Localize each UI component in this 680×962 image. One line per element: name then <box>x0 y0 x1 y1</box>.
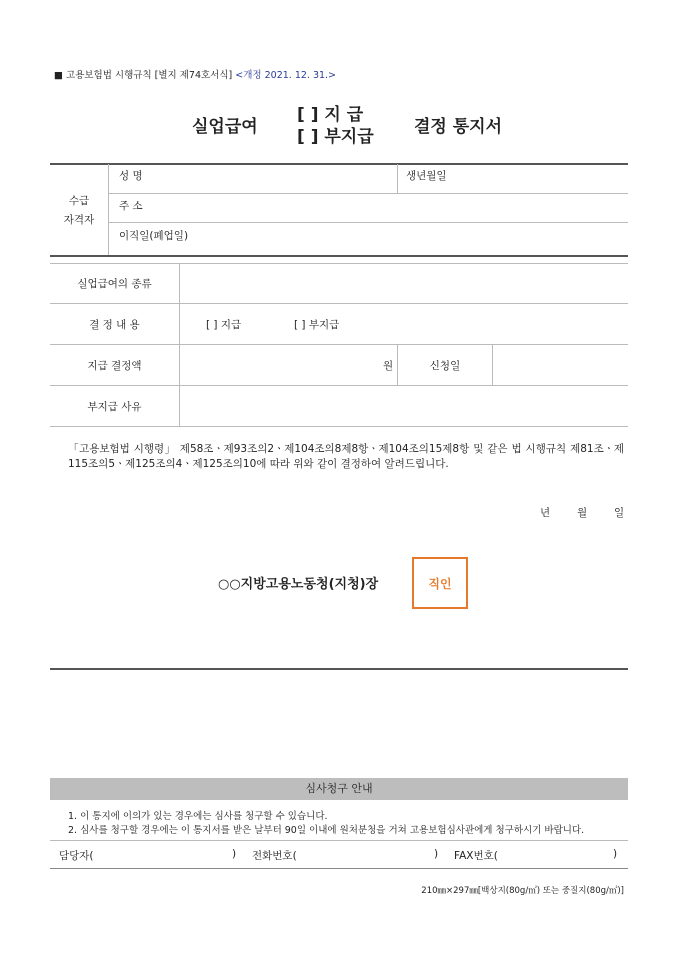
birth-field-label: 생년월일 <box>406 170 447 182</box>
amount-label: 지급 결정액 <box>87 360 142 372</box>
benefit-type-label: 실업급여의 종류 <box>77 278 152 290</box>
notice-title: 심사청구 안내 <box>50 778 628 800</box>
paper-spec: 210㎜×297㎜[백상지(80g/㎡) 또는 중질지(80g/㎡)] <box>421 886 624 896</box>
row-divider <box>50 868 628 869</box>
seal-text: 직인 <box>428 576 452 591</box>
row-divider <box>50 426 628 427</box>
rule-top <box>50 163 628 165</box>
phone-label: 전화번호( <box>252 850 297 862</box>
row-divider <box>50 840 628 841</box>
fax-close: ) <box>613 848 618 860</box>
row-divider <box>50 344 628 345</box>
reason-label: 부지급 사유 <box>87 401 142 413</box>
recipient-label-1: 수급 <box>68 195 90 207</box>
law-reference: 고용보험법 시행규칙 [별지 제74호서식] <box>66 70 233 81</box>
bullet-square-icon: ■ <box>54 70 63 81</box>
name-field-label: 성 명 <box>119 170 143 182</box>
apply-date-label: 신청일 <box>429 360 461 372</box>
fax-label: FAX번호( <box>454 850 498 862</box>
phone-close: ) <box>434 848 439 860</box>
row-divider <box>108 193 628 194</box>
rule-section <box>50 255 628 257</box>
contact-person-label: 담당자( <box>59 850 94 862</box>
contact-person-close: ) <box>232 848 237 860</box>
divider-vertical <box>492 345 493 385</box>
title-right: 결정 통지서 <box>414 117 503 137</box>
decision-content-label: 결 정 내 용 <box>89 319 140 331</box>
address-field-label: 주 소 <box>119 200 143 212</box>
revision-date: <개정 2021. 12. 31.> <box>235 70 337 81</box>
title-option-pay: [ ] 지 급 <box>297 105 364 125</box>
row-divider <box>108 222 628 223</box>
legal-basis-text: 「고용보험법 시행령」 제58조ㆍ제93조의2ㆍ제104조의8제8항ㆍ제104조의15제8항 및 같은 법 시행규칙 제81조ㆍ제115조의5ㆍ제125조의4ㆍ제125조의10에 따라 위와 같이 결정하여 알려드립니다. <box>68 443 624 470</box>
row-divider <box>50 263 628 264</box>
rule-bottom <box>50 668 628 670</box>
row-divider <box>50 385 628 386</box>
row-divider <box>50 303 628 304</box>
divider-vertical <box>179 263 180 427</box>
pay-option: [ ] 지급 <box>206 319 242 331</box>
leave-date-field-label: 이직일(폐업일) <box>119 230 189 242</box>
form-header <box>54 67 336 81</box>
title-option-nopay: [ ] 부지급 <box>297 127 374 147</box>
date-year: 년 <box>540 507 551 519</box>
issuing-authority: ○○지방고용노동청(지청)장 <box>218 577 379 592</box>
notice-item-2: 2. 심사를 청구할 경우에는 이 통지서를 받은 날부터 90일 이내에 원처분청을 거쳐 고용보험심사관에게 청구하시기 바랍니다. <box>68 825 585 836</box>
divider-vertical <box>397 164 398 194</box>
recipient-label-2: 자격자 <box>63 214 95 226</box>
notice-item-1: 1. 이 통지에 이의가 있는 경우에는 심사를 청구할 수 있습니다. <box>68 811 328 822</box>
divider-vertical <box>108 164 109 256</box>
nopay-option: [ ] 부지급 <box>294 319 340 331</box>
official-seal-box <box>412 557 468 609</box>
date-day: 일 <box>614 507 625 519</box>
title-left: 실업급여 <box>192 117 258 137</box>
won-unit: 원 <box>383 360 394 372</box>
date-month: 월 <box>577 507 588 519</box>
